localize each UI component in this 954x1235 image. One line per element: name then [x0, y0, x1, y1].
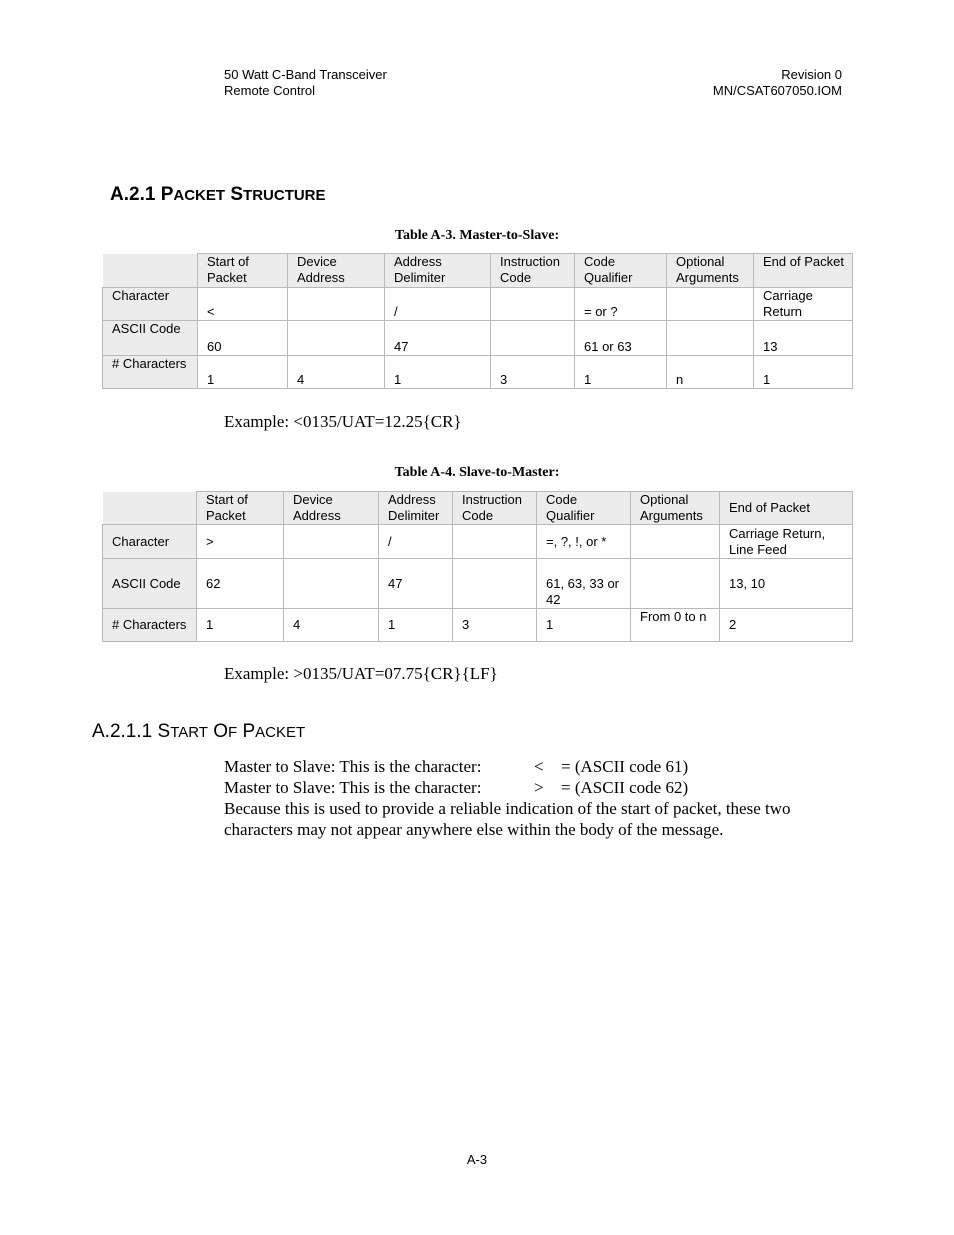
table-cell: = or ? [575, 288, 667, 321]
row-header: Character [103, 288, 198, 321]
table-cell: > [197, 525, 284, 559]
table-cell: 61 or 63 [575, 321, 667, 356]
table-cell: From 0 to n [631, 609, 720, 642]
table-cell: 61, 63, 33 or 42 [537, 559, 631, 609]
table-row [103, 559, 853, 609]
table-a4-caption: Table A-4. Slave-to-Master: [394, 465, 560, 480]
row-header: # Characters [103, 356, 198, 389]
table-row [103, 356, 853, 389]
column-header: Start of Packet [197, 492, 284, 525]
section-title: PACKET STRUCTURE [160, 184, 326, 205]
section-heading [110, 184, 326, 206]
table-cell: 2 [720, 609, 853, 642]
table-cell [453, 525, 537, 559]
table-cell: 60 [198, 321, 288, 356]
column-header: Optional Arguments [667, 254, 754, 288]
running-header-right [713, 67, 842, 99]
column-header: Device Address [284, 492, 379, 525]
table-cell: 1 [379, 609, 453, 642]
table-cell: =, ?, !, or * [537, 525, 631, 559]
table-row [103, 321, 853, 356]
table-header-row [103, 492, 853, 525]
section-number: A.2.1 [110, 184, 156, 205]
column-header: Code Qualifier [575, 254, 667, 288]
table-cell: Carriage Return [754, 288, 853, 321]
table-cell [288, 321, 385, 356]
row-header: Character [103, 525, 197, 559]
table-cell [453, 559, 537, 609]
column-header: Instruction Code [491, 254, 575, 288]
table-cell [667, 288, 754, 321]
column-header: Device Address [288, 254, 385, 288]
table-cell: 62 [197, 559, 284, 609]
subsection-body [224, 756, 824, 840]
running-header-left [224, 67, 387, 99]
table-cell: 1 [754, 356, 853, 389]
table-cell [631, 525, 720, 559]
table-cell: / [379, 525, 453, 559]
document-title: 50 Watt C-Band Transceiver [224, 67, 387, 82]
table-cell: 3 [491, 356, 575, 389]
row-header: ASCII Code [103, 321, 198, 356]
table-cell [631, 559, 720, 609]
table-row [103, 288, 853, 321]
example-master-to-slave: Example: <0135/UAT=12.25{CR} [224, 412, 462, 431]
table-cell [491, 288, 575, 321]
column-header: Optional Arguments [631, 492, 720, 525]
definition-line [224, 777, 824, 798]
row-header: # Characters [103, 609, 197, 642]
table-cell [667, 321, 754, 356]
subsection-heading [92, 721, 305, 743]
table-cell: 4 [288, 356, 385, 389]
table-slave-to-master [102, 491, 853, 642]
document-subtitle: Remote Control [224, 83, 316, 98]
table-cell: 1 [537, 609, 631, 642]
column-header: Start of Packet [198, 254, 288, 288]
column-header: End of Packet [720, 492, 853, 525]
page-number: A-3 [466, 1152, 488, 1167]
table-header-row [103, 254, 853, 288]
table-master-to-slave [102, 253, 853, 389]
table-cell: 1 [385, 356, 491, 389]
table-cell: 1 [198, 356, 288, 389]
column-header: Address Delimiter [385, 254, 491, 288]
table-cell: 1 [197, 609, 284, 642]
definition-label: Master to Slave: This is the character: [224, 778, 482, 797]
corner-cell [103, 254, 198, 288]
row-header: ASCII Code [103, 559, 197, 609]
table-cell: n [667, 356, 754, 389]
table-row [103, 609, 853, 642]
definition-label: Master to Slave: This is the character: [224, 757, 482, 776]
column-header: Instruction Code [453, 492, 537, 525]
table-a3-caption: Table A-3. Master-to-Slave: [394, 228, 560, 243]
subsection-title: START OF PACKET [157, 721, 306, 742]
table-cell [491, 321, 575, 356]
column-header: End of Packet [754, 254, 853, 288]
table-cell: 13 [754, 321, 853, 356]
table-cell: 1 [575, 356, 667, 389]
definition-code: = (ASCII code 61) [561, 757, 689, 776]
table-cell: 47 [385, 321, 491, 356]
table-cell [284, 525, 379, 559]
table-cell: 4 [284, 609, 379, 642]
body-paragraph: Because this is used to provide a reliable indication of the start of packet, these two characters may not appear anywhere else within the body of the message. [224, 799, 791, 839]
table-cell: 13, 10 [720, 559, 853, 609]
table-cell: 47 [379, 559, 453, 609]
example-slave-to-master: Example: >0135/UAT=07.75{CR}{LF} [224, 664, 498, 683]
definition-line [224, 756, 824, 777]
revision-label: Revision 0 [781, 67, 842, 82]
column-header: Address Delimiter [379, 492, 453, 525]
definition-char: < [534, 757, 544, 776]
table-cell [284, 559, 379, 609]
table-cell: < [198, 288, 288, 321]
table-cell: Carriage Return, Line Feed [720, 525, 853, 559]
table-cell: / [385, 288, 491, 321]
table-cell [288, 288, 385, 321]
document-number: MN/CSAT607050.IOM [712, 83, 842, 98]
column-header: Code Qualifier [537, 492, 631, 525]
definition-code: = (ASCII code 62) [561, 778, 689, 797]
definition-char: > [534, 778, 544, 797]
table-row [103, 525, 853, 559]
subsection-number: A.2.1.1 [92, 721, 153, 742]
corner-cell [103, 492, 197, 525]
table-cell: 3 [453, 609, 537, 642]
